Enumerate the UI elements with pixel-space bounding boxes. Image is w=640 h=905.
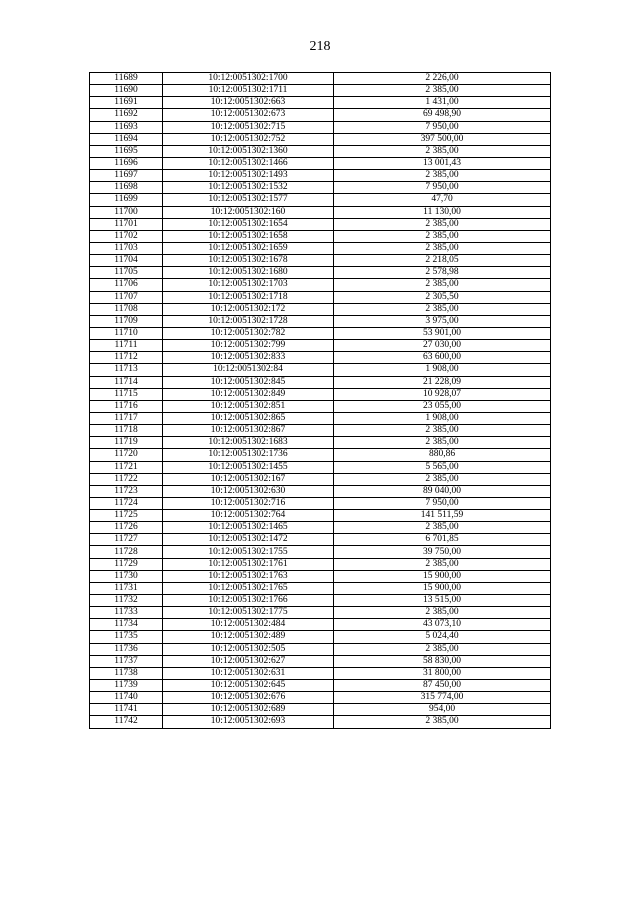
cadastral-number-cell: 10:12:0051302:693 (163, 716, 334, 728)
table-row (90, 218, 551, 230)
table-row (90, 194, 551, 206)
value-cell: 2 385,00 (334, 230, 551, 242)
table-row (90, 291, 551, 303)
table-row (90, 315, 551, 327)
row-number-cell: 11690 (90, 85, 163, 97)
row-number-cell: 11742 (90, 716, 163, 728)
value-cell: 3 975,00 (334, 315, 551, 327)
row-number-cell: 11694 (90, 133, 163, 145)
row-number-cell: 11704 (90, 255, 163, 267)
cadastral-number-cell: 10:12:0051302:1683 (163, 437, 334, 449)
cadastral-number-cell: 10:12:0051302:1718 (163, 291, 334, 303)
row-number-cell: 11724 (90, 497, 163, 509)
value-cell: 7 950,00 (334, 497, 551, 509)
value-cell: 5 024,40 (334, 631, 551, 643)
value-cell: 1 908,00 (334, 412, 551, 424)
cadastral-number-cell: 10:12:0051302:865 (163, 412, 334, 424)
cadastral-registry-table (89, 72, 551, 729)
value-cell: 21 228,09 (334, 376, 551, 388)
cadastral-number-cell: 10:12:0051302:1659 (163, 242, 334, 254)
table-row (90, 485, 551, 497)
value-cell: 23 055,00 (334, 400, 551, 412)
row-number-cell: 11715 (90, 388, 163, 400)
table-row (90, 522, 551, 534)
cadastral-number-cell: 10:12:0051302:630 (163, 485, 334, 497)
row-number-cell: 11736 (90, 643, 163, 655)
cadastral-number-cell: 10:12:0051302:1775 (163, 607, 334, 619)
cadastral-number-cell: 10:12:0051302:167 (163, 473, 334, 485)
value-cell: 1 908,00 (334, 364, 551, 376)
value-cell: 2 385,00 (334, 437, 551, 449)
page-number: 218 (309, 39, 331, 54)
value-cell: 2 385,00 (334, 303, 551, 315)
row-number-cell: 11730 (90, 570, 163, 582)
cadastral-number-cell: 10:12:0051302:1736 (163, 449, 334, 461)
value-cell: 2 385,00 (334, 473, 551, 485)
table-row (90, 170, 551, 182)
row-number-cell: 11738 (90, 667, 163, 679)
cadastral-number-cell: 10:12:0051302:782 (163, 327, 334, 339)
cadastral-number-cell: 10:12:0051302:1658 (163, 230, 334, 242)
row-number-cell: 11729 (90, 558, 163, 570)
table-row (90, 631, 551, 643)
table-row (90, 157, 551, 169)
table-row (90, 449, 551, 461)
row-number-cell: 11716 (90, 400, 163, 412)
row-number-cell: 11740 (90, 692, 163, 704)
cadastral-number-cell: 10:12:0051302:1700 (163, 73, 334, 85)
value-cell: 69 498,90 (334, 109, 551, 121)
cadastral-number-cell: 10:12:0051302:867 (163, 425, 334, 437)
table-row (90, 437, 551, 449)
table-row (90, 534, 551, 546)
cadastral-number-cell: 10:12:0051302:1466 (163, 157, 334, 169)
table-row (90, 133, 551, 145)
table-row (90, 546, 551, 558)
row-number-cell: 11705 (90, 267, 163, 279)
cadastral-number-cell: 10:12:0051302:1532 (163, 182, 334, 194)
row-number-cell: 11727 (90, 534, 163, 546)
row-number-cell: 11722 (90, 473, 163, 485)
cadastral-number-cell: 10:12:0051302:752 (163, 133, 334, 145)
value-cell: 13 001,43 (334, 157, 551, 169)
cadastral-number-cell: 10:12:0051302:851 (163, 400, 334, 412)
table-row (90, 340, 551, 352)
value-cell: 7 950,00 (334, 182, 551, 194)
table-row (90, 595, 551, 607)
table-row (90, 461, 551, 473)
row-number-cell: 11721 (90, 461, 163, 473)
value-cell: 63 600,00 (334, 352, 551, 364)
table-row (90, 327, 551, 339)
cadastral-number-cell: 10:12:0051302:715 (163, 121, 334, 133)
cadastral-number-cell: 10:12:0051302:1472 (163, 534, 334, 546)
cadastral-number-cell: 10:12:0051302:1680 (163, 267, 334, 279)
value-cell: 2 385,00 (334, 279, 551, 291)
row-number-cell: 11700 (90, 206, 163, 218)
cadastral-number-cell: 10:12:0051302:1493 (163, 170, 334, 182)
table-row (90, 73, 551, 85)
cadastral-number-cell: 10:12:0051302:1654 (163, 218, 334, 230)
value-cell: 13 515,00 (334, 595, 551, 607)
row-number-cell: 11741 (90, 704, 163, 716)
table-row (90, 230, 551, 242)
row-number-cell: 11710 (90, 327, 163, 339)
value-cell: 53 901,00 (334, 327, 551, 339)
table-row (90, 182, 551, 194)
row-number-cell: 11720 (90, 449, 163, 461)
table-row (90, 425, 551, 437)
value-cell: 47,70 (334, 194, 551, 206)
value-cell: 7 950,00 (334, 121, 551, 133)
cadastral-number-cell: 10:12:0051302:716 (163, 497, 334, 509)
table-row (90, 97, 551, 109)
table-row (90, 558, 551, 570)
value-cell: 87 450,00 (334, 680, 551, 692)
table-row (90, 692, 551, 704)
row-number-cell: 11739 (90, 680, 163, 692)
value-cell: 15 900,00 (334, 570, 551, 582)
table-row (90, 716, 551, 728)
table-row (90, 582, 551, 594)
cadastral-number-cell: 10:12:0051302:663 (163, 97, 334, 109)
row-number-cell: 11693 (90, 121, 163, 133)
cadastral-number-cell: 10:12:0051302:172 (163, 303, 334, 315)
value-cell: 89 040,00 (334, 485, 551, 497)
row-number-cell: 11692 (90, 109, 163, 121)
row-number-cell: 11725 (90, 510, 163, 522)
row-number-cell: 11695 (90, 145, 163, 157)
value-cell: 58 830,00 (334, 655, 551, 667)
table-row (90, 607, 551, 619)
cadastral-number-cell: 10:12:0051302:1711 (163, 85, 334, 97)
row-number-cell: 11719 (90, 437, 163, 449)
value-cell: 2 385,00 (334, 218, 551, 230)
row-number-cell: 11726 (90, 522, 163, 534)
table-row (90, 376, 551, 388)
row-number-cell: 11698 (90, 182, 163, 194)
cadastral-number-cell: 10:12:0051302:505 (163, 643, 334, 655)
table-row (90, 680, 551, 692)
row-number-cell: 11696 (90, 157, 163, 169)
row-number-cell: 11714 (90, 376, 163, 388)
value-cell: 5 565,00 (334, 461, 551, 473)
table-row (90, 242, 551, 254)
value-cell: 2 385,00 (334, 85, 551, 97)
value-cell: 141 511,59 (334, 510, 551, 522)
table-row (90, 667, 551, 679)
row-number-cell: 11732 (90, 595, 163, 607)
table-row (90, 570, 551, 582)
row-number-cell: 11712 (90, 352, 163, 364)
value-cell: 2 385,00 (334, 170, 551, 182)
table-row (90, 497, 551, 509)
row-number-cell: 11711 (90, 340, 163, 352)
row-number-cell: 11731 (90, 582, 163, 594)
row-number-cell: 11733 (90, 607, 163, 619)
table-row (90, 85, 551, 97)
row-number-cell: 11708 (90, 303, 163, 315)
value-cell: 27 030,00 (334, 340, 551, 352)
row-number-cell: 11713 (90, 364, 163, 376)
value-cell: 15 900,00 (334, 582, 551, 594)
table-row (90, 267, 551, 279)
cadastral-number-cell: 10:12:0051302:1703 (163, 279, 334, 291)
row-number-cell: 11703 (90, 242, 163, 254)
row-number-cell: 11723 (90, 485, 163, 497)
value-cell: 315 774,00 (334, 692, 551, 704)
row-number-cell: 11706 (90, 279, 163, 291)
value-cell: 2 218,05 (334, 255, 551, 267)
cadastral-number-cell: 10:12:0051302:484 (163, 619, 334, 631)
value-cell: 2 385,00 (334, 716, 551, 728)
row-number-cell: 11718 (90, 425, 163, 437)
cadastral-number-cell: 10:12:0051302:849 (163, 388, 334, 400)
value-cell: 2 385,00 (334, 522, 551, 534)
table-body (90, 73, 551, 729)
cadastral-number-cell: 10:12:0051302:1763 (163, 570, 334, 582)
value-cell: 2 385,00 (334, 607, 551, 619)
table-row (90, 303, 551, 315)
cadastral-number-cell: 10:12:0051302:631 (163, 667, 334, 679)
row-number-cell: 11697 (90, 170, 163, 182)
row-number-cell: 11707 (90, 291, 163, 303)
cadastral-number-cell: 10:12:0051302:1765 (163, 582, 334, 594)
value-cell: 31 800,00 (334, 667, 551, 679)
row-number-cell: 11735 (90, 631, 163, 643)
value-cell: 2 385,00 (334, 643, 551, 655)
value-cell: 397 500,00 (334, 133, 551, 145)
table-row (90, 510, 551, 522)
value-cell: 43 073,10 (334, 619, 551, 631)
table-row (90, 473, 551, 485)
value-cell: 880,86 (334, 449, 551, 461)
table-row (90, 255, 551, 267)
cadastral-number-cell: 10:12:0051302:845 (163, 376, 334, 388)
cadastral-number-cell: 10:12:0051302:160 (163, 206, 334, 218)
cadastral-number-cell: 10:12:0051302:673 (163, 109, 334, 121)
value-cell: 11 130,00 (334, 206, 551, 218)
value-cell: 2 385,00 (334, 242, 551, 254)
value-cell: 2 226,00 (334, 73, 551, 85)
row-number-cell: 11689 (90, 73, 163, 85)
table-row (90, 145, 551, 157)
cadastral-number-cell: 10:12:0051302:84 (163, 364, 334, 376)
value-cell: 10 928,07 (334, 388, 551, 400)
row-number-cell: 11737 (90, 655, 163, 667)
cadastral-number-cell: 10:12:0051302:1761 (163, 558, 334, 570)
cadastral-number-cell: 10:12:0051302:1678 (163, 255, 334, 267)
cadastral-number-cell: 10:12:0051302:1577 (163, 194, 334, 206)
value-cell: 2 385,00 (334, 558, 551, 570)
cadastral-number-cell: 10:12:0051302:1728 (163, 315, 334, 327)
value-cell: 2 578,98 (334, 267, 551, 279)
row-number-cell: 11709 (90, 315, 163, 327)
table-row (90, 400, 551, 412)
table-row (90, 352, 551, 364)
value-cell: 954,00 (334, 704, 551, 716)
table-row (90, 655, 551, 667)
table-row (90, 206, 551, 218)
table-row (90, 619, 551, 631)
table-row (90, 643, 551, 655)
value-cell: 39 750,00 (334, 546, 551, 558)
row-number-cell: 11701 (90, 218, 163, 230)
value-cell: 1 431,00 (334, 97, 551, 109)
row-number-cell: 11717 (90, 412, 163, 424)
cadastral-number-cell: 10:12:0051302:676 (163, 692, 334, 704)
value-cell: 2 385,00 (334, 425, 551, 437)
cadastral-number-cell: 10:12:0051302:764 (163, 510, 334, 522)
table-row (90, 364, 551, 376)
cadastral-number-cell: 10:12:0051302:627 (163, 655, 334, 667)
cadastral-number-cell: 10:12:0051302:1755 (163, 546, 334, 558)
cadastral-number-cell: 10:12:0051302:489 (163, 631, 334, 643)
cadastral-number-cell: 10:12:0051302:645 (163, 680, 334, 692)
cadastral-number-cell: 10:12:0051302:799 (163, 340, 334, 352)
row-number-cell: 11699 (90, 194, 163, 206)
cadastral-number-cell: 10:12:0051302:833 (163, 352, 334, 364)
cadastral-number-cell: 10:12:0051302:689 (163, 704, 334, 716)
value-cell: 2 305,50 (334, 291, 551, 303)
row-number-cell: 11734 (90, 619, 163, 631)
table-row (90, 121, 551, 133)
value-cell: 2 385,00 (334, 145, 551, 157)
cadastral-number-cell: 10:12:0051302:1455 (163, 461, 334, 473)
table-row (90, 109, 551, 121)
row-number-cell: 11702 (90, 230, 163, 242)
table-row (90, 412, 551, 424)
row-number-cell: 11691 (90, 97, 163, 109)
cadastral-number-cell: 10:12:0051302:1360 (163, 145, 334, 157)
cadastral-number-cell: 10:12:0051302:1766 (163, 595, 334, 607)
cadastral-number-cell: 10:12:0051302:1465 (163, 522, 334, 534)
row-number-cell: 11728 (90, 546, 163, 558)
table-row (90, 279, 551, 291)
value-cell: 6 701,85 (334, 534, 551, 546)
table-row (90, 388, 551, 400)
table-row (90, 704, 551, 716)
